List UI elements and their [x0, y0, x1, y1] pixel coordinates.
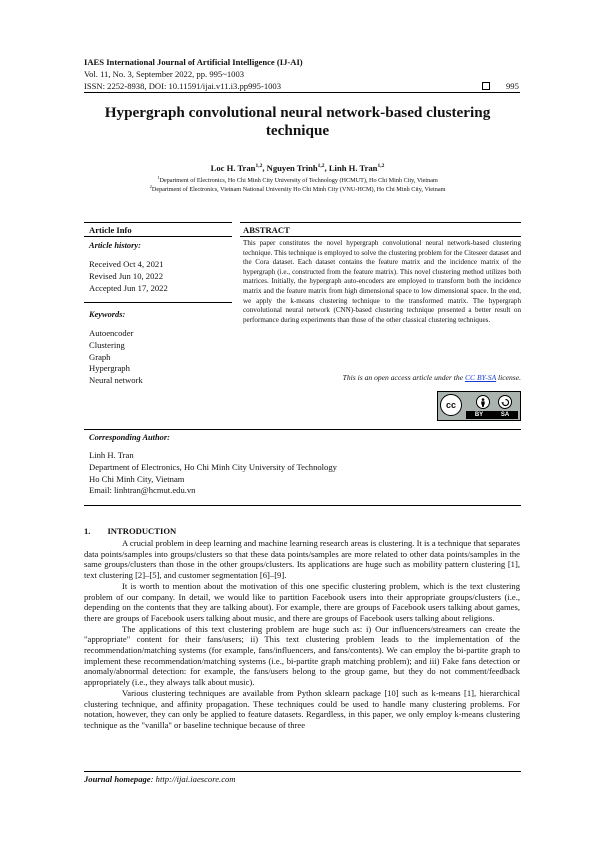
affiliation-1: $^1$Department of Electronics, Ho Chi Minh City University of Technology (HCMUT), Ho Chi Minh City, Vietnam: [157, 175, 438, 185]
license-line: This is an open access article under the CC BY-SA license.: [342, 373, 521, 382]
corresponding-label: Corresponding Author:: [89, 433, 170, 442]
title-line-2: technique: [265, 122, 330, 139]
revised-date: Revised Jun 10, 2022: [89, 270, 163, 281]
corresponding-department: Department of Electronics, Ho Chi Minh City University of Technology: [89, 461, 337, 472]
accepted-date: Accepted Jun 17, 2022: [89, 282, 168, 293]
paragraph: A crucial problem in deep learning and machine learning research areas is clustering. It is a technique that separates data points/samples into groups/clusters so that these data points/samples are more related to other data points/samples in the same groups/clusters than those in the other groups/clusters. Its applications are huge such as mobility pattern clustering [1], text clustering [2]–[5], and customer segmentation [6]–[9].: [84, 538, 520, 581]
attribution-icon: [476, 395, 490, 409]
keyword: Autoencoder: [89, 328, 134, 338]
section-heading: 1. INTRODUCTION: [84, 526, 177, 536]
keyword: Hypergraph: [89, 363, 130, 374]
authors: Loc H. Tran$^{1,2}$, Nguyen Trinh$^{1,2}$, Linh H. Tran$^{1,2}$: [210, 163, 385, 173]
issn-doi: ISSN: 2252-8938, DOI: 10.11591/ijai.v11.i3.pp995-1003: [84, 81, 282, 91]
paragraph: The applications of this text clustering problem are huge such as: i) Our influencers/streamers can create the "appropriate" content for their fans/users; ii) This text clustering problem leads to the implementation of the recommendation/matching systems (for example, fans/influencers, and fans/contents). We can employ the bi-partite graph to implement these recommendation/matching systems (i.e., bi-partite graph matching problem); and iii) Fake fans detection or anomaly/abnormal detection: for example, the fans/users belong to the group game, but they do not comment/feedback appropriately (i.e., they always talk about music).: [84, 623, 520, 688]
received-date: Received Oct 4, 2021: [89, 259, 164, 269]
footer-rule: [84, 771, 521, 772]
sharealike-icon: [498, 395, 512, 409]
article-info-top-rule: [84, 222, 232, 223]
corresponding-email: Email: linhtran@hcmut.edu.vn: [89, 485, 196, 496]
header-rule: [84, 92, 520, 93]
title-line-1: Hypergraph convolutional neural network-based clustering: [104, 104, 491, 121]
keywords-rule: [84, 302, 232, 303]
keywords-list: [89, 328, 143, 387]
volume-info: Vol. 11, No. 3, September 2022, pp. 995~1003: [84, 69, 245, 79]
article-info-sub-rule: [84, 236, 232, 237]
corresponding-bottom-rule: [84, 505, 521, 506]
abstract-text: This paper constitutes the novel hypergraph convolutional neural network-based clustering technique. This technique is employed to solve the clustering problem for the Citeseer dataset and the Cora dataset. Each dataset contains the feature matrix and the incidence matrix of the hypergraph (i.e., constructed from the feature matrix). This novel clustering method utilizes both matrices. Initially, the hypergraph auto-encoders are employed to transform both the incidence matrix and the feature matrix from high dimensional space to low dimensional space. In the end, we apply the k-means clustering technique to the transformed matrix. The hypergraph convolutional neural network (CNN)-based clustering technique presented a better result on performance during experiments than those of the other classical clustering techniques.: [243, 239, 521, 324]
homepage-link[interactable]: http://ijai.iaescore.com: [155, 774, 236, 784]
abstract-sub-rule: [240, 236, 521, 237]
introduction-body: [84, 538, 520, 731]
affiliation-2: $^2$Department of Electronics, Vietnam National University Ho Chi Minh City (VNU-HCM), Ho Chi Minh City, Vietnam: [149, 184, 446, 194]
keyword: Clustering: [89, 339, 125, 350]
abstract-top-rule: [240, 222, 521, 223]
paragraph: It is worth to mention about the motivation of this one specific clustering problem, which is the text clustering problem of our company. In detail, we would like to partition Facebook users into their appropriate groups/clusters (i.e., depending on the contents that they are talking about). For example, there are groups of Facebook users talking about games, there are groups of Facebook users talking about music, and there are groups of Facebook users talking about religions.: [84, 580, 520, 623]
corresponding-details: [89, 450, 337, 497]
keyword: Neural network: [89, 375, 143, 386]
corresponding-name: Linh H. Tran: [89, 450, 134, 460]
cc-icon: cc: [440, 394, 462, 416]
cc-by-sa-badge: [437, 391, 521, 421]
journal-homepage: Journal homepage: http://ijai.iaescore.com: [84, 774, 236, 784]
corresponding-top-rule: [84, 429, 521, 430]
square-icon: [482, 82, 490, 90]
keyword: Graph: [89, 351, 111, 362]
corresponding-city: Ho Chi Minh City, Vietnam: [89, 473, 185, 484]
keywords-label: Keywords:: [89, 310, 126, 319]
article-history: [89, 259, 168, 294]
paper-title: [60, 104, 535, 140]
license-link[interactable]: CC BY-SA: [464, 373, 497, 382]
article-info-heading: Article Info: [89, 225, 132, 235]
by-sa-label: BY SA: [466, 411, 518, 419]
page-number: 995: [506, 81, 519, 91]
paragraph: Various clustering techniques are available from Python sklearn package [10] such as k-means [1], hierarchical clustering technique, and affinity propagation. These techniques could be used to handle many clustering problems. For notation, however, they can only be applied to feature datasets. Regardless, in this paper, we only employ k-means clustering technique as the "vanilla" or baseline technique because of three: [84, 687, 520, 730]
history-label: Article history:: [89, 241, 141, 250]
abstract-heading: ABSTRACT: [243, 225, 290, 235]
journal-name: IAES International Journal of Artificial Intelligence (IJ-AI): [84, 57, 303, 67]
